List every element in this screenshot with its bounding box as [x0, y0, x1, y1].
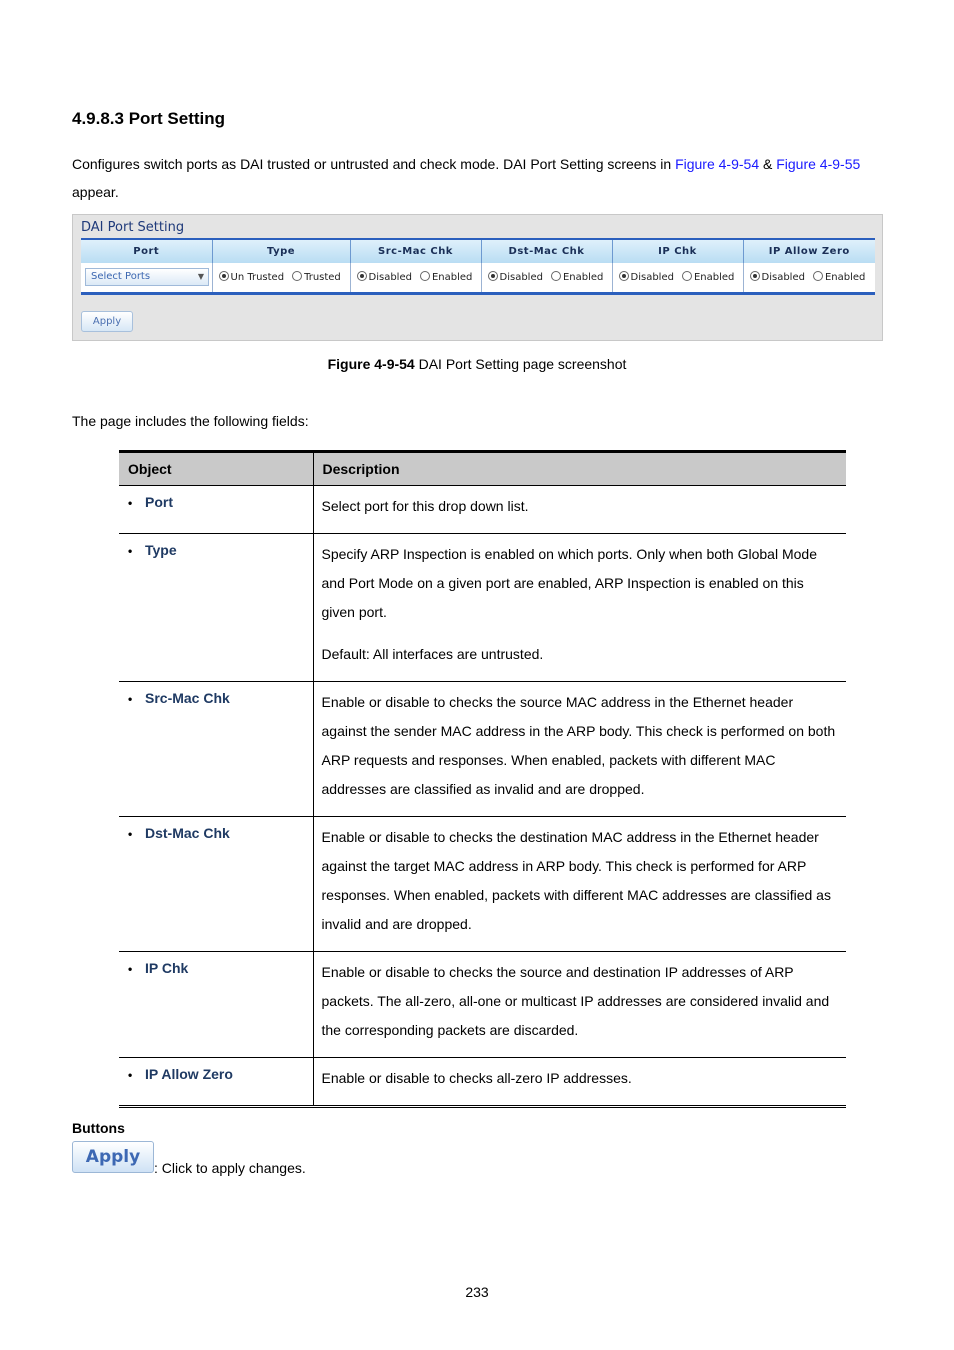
apply-button-description: : Click to apply changes.	[154, 1160, 306, 1176]
buttons-heading: Buttons	[72, 1120, 125, 1136]
col-header-src-mac: Src-Mac Chk	[350, 239, 481, 263]
table-row	[119, 952, 846, 1058]
dst-mac-disabled-label: Disabled	[499, 272, 543, 284]
dai-port-table	[81, 238, 875, 295]
table-row	[119, 817, 846, 952]
ip-chk-enabled-radio[interactable]	[682, 271, 692, 281]
ip-chk-disabled-label: Disabled	[630, 272, 674, 284]
src-mac-disabled-label: Disabled	[368, 272, 412, 284]
header-description: Description	[313, 452, 846, 486]
header-object: Object	[119, 452, 313, 486]
ip-chk-enabled-label: Enabled	[693, 272, 735, 284]
object-description: Enable or disable to checks the source and destination IP addresses of ARP packets. The all-zero, all-one or multicast IP addresses are considered invalid and the corresponding packets are discarded.	[321, 964, 830, 1038]
src-mac-enabled-label: Enabled	[431, 272, 473, 284]
figure-link-55[interactable]: Figure 4-9-55	[776, 156, 861, 172]
object-name: Type	[145, 542, 177, 558]
type-untrusted-radio[interactable]	[219, 271, 229, 281]
page-number: 233	[465, 1284, 489, 1300]
col-header-type: Type	[212, 239, 350, 263]
ip-allow-zero-enabled-label: Enabled	[824, 272, 866, 284]
object-description: Select port for this drop down list.	[321, 498, 529, 514]
object-name: Dst-Mac Chk	[145, 825, 230, 841]
bullet-icon: •	[128, 962, 133, 976]
ip-chk-disabled-radio[interactable]	[619, 271, 629, 281]
figure-caption	[0, 356, 954, 372]
object-name: Src-Mac Chk	[145, 690, 230, 706]
src-mac-enabled-radio[interactable]	[420, 271, 430, 281]
intro-text-end: appear.	[72, 184, 119, 200]
chevron-down-icon: ▼	[197, 272, 204, 282]
col-header-port: Port	[81, 239, 212, 263]
field-description-table	[119, 450, 846, 1108]
apply-button-screenshot[interactable]: Apply	[81, 311, 133, 332]
type-trusted-label: Trusted	[304, 272, 341, 284]
object-description: Enable or disable to checks the source MAC address in the Ethernet header against the sender MAC address in the ARP body. This check is performed on both ARP requests and responses. When enabled, packets with different MAC addresses are classified as invalid and are dropped.	[321, 694, 836, 797]
bullet-icon: •	[128, 692, 133, 706]
bullet-icon: •	[128, 827, 133, 841]
ip-allow-zero-disabled-radio[interactable]	[750, 271, 760, 281]
col-header-ip-allow-zero: IP Allow Zero	[743, 239, 875, 263]
port-select[interactable]	[85, 268, 209, 286]
intro-text: Configures switch ports as DAI trusted or untrusted and check mode. DAI Port Setting screens in	[72, 156, 676, 172]
bullet-icon: •	[128, 1068, 133, 1082]
panel-title: DAI Port Setting	[81, 220, 185, 235]
table-row	[119, 682, 846, 817]
intro-paragraph	[72, 150, 887, 206]
table-row	[119, 486, 846, 534]
dst-mac-enabled-radio[interactable]	[551, 271, 561, 281]
object-description: Specify ARP Inspection is enabled on which ports. Only when both Global Mode and Port Mode on a given port are enabled, ARP Inspection is enabled on this given port.	[321, 546, 817, 620]
ip-allow-zero-enabled-radio[interactable]	[813, 271, 823, 281]
bullet-icon: •	[128, 544, 133, 558]
port-select-value: Select Ports	[91, 271, 151, 283]
bullet-icon: •	[128, 496, 133, 510]
dai-port-setting-screenshot	[72, 214, 883, 341]
col-header-dst-mac: Dst-Mac Chk	[481, 239, 612, 263]
table-row	[119, 534, 846, 682]
caption-label: Figure 4-9-54	[327, 356, 415, 372]
apply-button[interactable]: Apply	[72, 1141, 154, 1173]
col-header-ip-chk: IP Chk	[612, 239, 743, 263]
object-name: IP Allow Zero	[145, 1066, 233, 1082]
object-name: IP Chk	[145, 960, 189, 976]
type-trusted-radio[interactable]	[292, 271, 302, 281]
section-title: 4.9.8.3 Port Setting	[72, 109, 226, 128]
ip-allow-zero-disabled-label: Disabled	[761, 272, 805, 284]
src-mac-disabled-radio[interactable]	[357, 271, 367, 281]
caption-text: DAI Port Setting page screenshot	[414, 356, 627, 372]
object-default: Default: All interfaces are untrusted.	[321, 646, 544, 662]
figure-link-54[interactable]: Figure 4-9-54	[675, 156, 760, 172]
table-row	[119, 1058, 846, 1107]
object-name: Port	[145, 494, 173, 510]
dst-mac-disabled-radio[interactable]	[488, 271, 498, 281]
object-description: Enable or disable to checks all-zero IP addresses.	[321, 1070, 632, 1086]
intro-amp: &	[759, 156, 777, 172]
object-description: Enable or disable to checks the destination MAC address in the Ethernet header against the target MAC address in ARP body. This check is performed for ARP responses. When enabled, packets with different MAC addresses are classified as invalid and are dropped.	[321, 829, 831, 932]
dst-mac-enabled-label: Enabled	[562, 272, 604, 284]
type-untrusted-label: Un Trusted	[230, 272, 285, 284]
fields-intro: The page includes the following fields:	[72, 413, 309, 429]
